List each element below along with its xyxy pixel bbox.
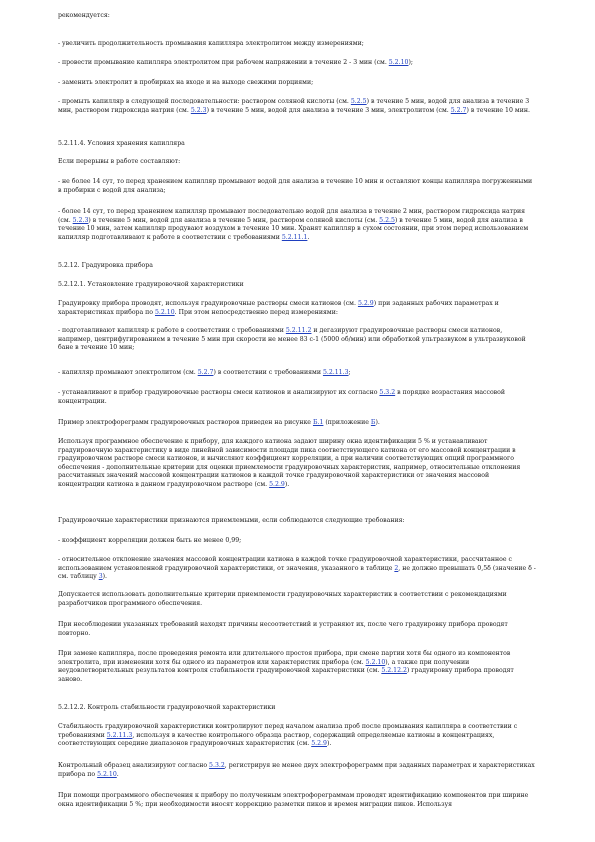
paragraph-text: , используя в качестве контрольного образца раствор, содержащий определяемые катионы в концентрациях, соответствующих середине диапазонов градуировочных характеристик (см. bbox=[58, 731, 495, 748]
paragraph-text: ). bbox=[284, 480, 290, 488]
section-reference-link[interactable]: 5.2.11.3 bbox=[106, 731, 133, 739]
section-reference-link[interactable]: 5.2.5 bbox=[379, 216, 395, 224]
paragraph bbox=[58, 389, 536, 406]
paragraph-text: - провести промывание капилляра электролитом при рабочем напряжении в течение 2 - 3 мин (см. bbox=[58, 59, 389, 66]
paragraph-text: - промыть капилляр в следующей последовательности: раствором соляной кислоты (см. bbox=[58, 98, 351, 105]
paragraph bbox=[58, 537, 536, 546]
paragraph-text: - не более 14 сут, то перед хранением капилляр промывают водой для анализа в течение 10 мин и оставляют концы капилляра погруженными в пробирки с водой для анализа; bbox=[58, 178, 533, 194]
paragraph-text: Используя программное обеспечение к прибору, для каждого катиона задают ширину окна идентификации 5 % и устанавливают градуировочную характеристику в виде линейной зависимости площади пика соответствующего катиона от его массовой концентрации в градуировочном растворе смеси катионов, и вычисляют коэффициент корреляции, а при наличии соответствующих опций программного обеспечения - дополнительные критерии для оценки приемлемости градуировочных характеристик, например, относительные отклонения рассчитанных значений массовой концентрации катионов в каждой точке градуировочной характеристики от значения массовой концентрации катиона в данном градуировочном растворе (см. bbox=[58, 438, 521, 488]
paragraph-text: ) в течение 5 мин, водой для анализа в течение 3 мин, раствором гидроксида натрия (см. bbox=[58, 98, 530, 114]
paragraph-text: ). bbox=[326, 740, 332, 748]
paragraph-text: , не должно превышать 0,5δ (значение δ - см. таблицу bbox=[58, 564, 536, 581]
paragraph-text: ); bbox=[408, 59, 413, 66]
paragraph-text: При замене капилляра, после проведения ремонта или длительного простоя прибора, при смене партии хотя бы одного из компонентов электролита, при изменении хотя бы одного из параметров или характеристик прибора (см. bbox=[58, 650, 511, 666]
section-reference-link[interactable]: 5.2.3 bbox=[190, 106, 207, 114]
paragraph bbox=[58, 792, 536, 809]
section-reference-link[interactable]: Б.1 bbox=[312, 419, 324, 426]
section-reference-link[interactable]: 5.2.10 bbox=[154, 308, 175, 316]
paragraph-text: , регистрируя не менее двух электрофореграмм при заданных параметрах и характеристиках прибора по bbox=[58, 762, 535, 778]
paragraph-text: - заменить электролит в пробирках на входе и на выходе свежими порциями; bbox=[58, 79, 314, 86]
section-reference-link[interactable]: 5.2.7 bbox=[197, 369, 214, 376]
section-reference-link[interactable]: 5.2.10 bbox=[388, 59, 409, 66]
paragraph bbox=[58, 762, 536, 779]
paragraph-text: . bbox=[307, 233, 310, 241]
paragraph-text: 5.2.12.1. Установление градуировочной характеристики bbox=[58, 281, 244, 288]
paragraph bbox=[58, 262, 536, 271]
section-reference-link[interactable]: 5.3.2 bbox=[379, 389, 396, 396]
paragraph bbox=[58, 650, 536, 684]
section-reference-link[interactable]: 5.2.11.2 bbox=[285, 327, 312, 334]
section-reference-link[interactable]: 5.2.11.1 bbox=[281, 233, 308, 241]
section-reference-link[interactable]: 5.2.5 bbox=[350, 98, 367, 105]
paragraph bbox=[58, 98, 536, 115]
paragraph-text: ). bbox=[102, 573, 108, 581]
paragraph-text: Градуировку прибора проводят, используя градуировочные растворы смеси катионов (см. bbox=[58, 300, 358, 307]
paragraph bbox=[58, 369, 536, 378]
paragraph-text: ; bbox=[348, 369, 351, 376]
paragraph bbox=[58, 281, 536, 290]
paragraph bbox=[58, 621, 536, 638]
paragraph-text: 5.2.11.4. Условия хранения капилляра bbox=[58, 140, 185, 147]
paragraph-text: (приложение bbox=[323, 419, 371, 426]
paragraph-text: - устанавливают в прибор градуировочные растворы смеси катионов и анализируют их согласно bbox=[58, 389, 380, 396]
section-reference-link[interactable]: 5.2.9 bbox=[311, 740, 327, 748]
paragraph-text: ) в соответствии с требованиями bbox=[213, 369, 323, 376]
section-reference-link[interactable]: 3 bbox=[98, 573, 103, 581]
paragraph bbox=[58, 517, 536, 526]
section-reference-link[interactable]: 5.3.2 bbox=[209, 762, 225, 769]
paragraph-text: в порядке возрастания массовой концентрации. bbox=[58, 389, 506, 405]
paragraph-text: Контрольный образец анализируют согласно bbox=[58, 762, 210, 769]
paragraph bbox=[58, 140, 536, 149]
paragraph-text: ). bbox=[375, 419, 380, 426]
paragraph bbox=[58, 208, 536, 242]
paragraph-text: - более 14 сут, то перед хранением капилляр промывают последовательно водой для анализа в течение 2 мин, раствором гидроксида натрия (см. bbox=[58, 208, 526, 224]
paragraph-text: Допускается использовать дополнительные критерии приемлемости градуировочных характеристик в соответствии с рекомендациями разработчиков программного обеспечения. bbox=[58, 591, 507, 607]
paragraph-text: Стабильность градуировочной характеристики контролируют перед началом анализа проб после промывания капилляра в соответствии с требованиями bbox=[58, 723, 518, 739]
paragraph-text: При несоблюдении указанных требований находят причины несоответствий и устраняют их, после чего градуировку прибора проводят повторно. bbox=[58, 621, 508, 637]
paragraph-text: . bbox=[116, 770, 119, 778]
section-reference-link[interactable]: Б bbox=[370, 419, 376, 426]
paragraph bbox=[58, 327, 536, 353]
section-reference-link[interactable]: 2 bbox=[394, 564, 399, 572]
paragraph bbox=[58, 300, 536, 317]
section-reference-link[interactable]: 5.2.3 bbox=[72, 216, 89, 224]
paragraph-text: ) в течение 5 мин, водой для анализа в течение 10 мин, затем капилляр продувают воздухом в течение 10 мин. Хранят капилляр в сухом состоянии, при этом перед использованием капилляр подготавливают к работе в соответствии с требованиями bbox=[58, 216, 529, 241]
paragraph-text: . При этом непосредственно перед измерениями: bbox=[174, 308, 338, 316]
paragraph bbox=[58, 704, 536, 713]
paragraph-text: Если перерывы в работе составляют: bbox=[58, 158, 181, 165]
paragraph-text: - относительное отклонение значения массовой концентрации катиона в каждой точке градуировочной характеристики, рассчитанное с использованием установленной градуировочной характеристики, от значения, указанного в таблице bbox=[58, 556, 512, 572]
paragraph-text: и дегазируют градуировочные растворы смеси катионов, например, центрифугированием в течение 5 мин при скорости не менее 83 с-1 (5000 об/мин) или обработкой ультразвуком в ультразвуковой бане в течение 10 мин; bbox=[58, 327, 526, 352]
section-reference-link[interactable]: 5.2.10 bbox=[97, 770, 117, 778]
paragraph bbox=[58, 556, 536, 582]
paragraph bbox=[58, 178, 536, 195]
paragraph bbox=[58, 438, 536, 490]
paragraph-text: - коэффициент корреляции должен быть не менее 0,99; bbox=[58, 537, 242, 544]
paragraph-text: ) градуировку прибора проводят заново. bbox=[58, 667, 514, 683]
paragraph-text: - увеличить продолжительность промывания капилляра электролитом между измерениями; bbox=[58, 40, 364, 47]
paragraph bbox=[58, 419, 536, 428]
paragraph bbox=[58, 12, 536, 21]
paragraph-text: При помощи программного обеспечения к прибору по полученным электрофореграммам проводят идентификацию компонентов при ширине окна идентификации 5 %; при необходимости вносят коррекцию разметки пиков и времен миграции пиков. Используя bbox=[58, 792, 529, 808]
paragraph bbox=[58, 40, 536, 49]
paragraph-text: 5.2.12. Градуировка прибора bbox=[58, 262, 153, 269]
paragraph bbox=[58, 591, 536, 608]
section-reference-link[interactable]: 5.2.9 bbox=[269, 480, 285, 488]
paragraph-text: Градуировочные характеристики признаются приемлемыми, если соблюдаются следующие требования: bbox=[58, 517, 405, 524]
paragraph-text: ) в течение 5 мин, водой для анализа в течение 5 мин, раствором соляной кислоты (см. bbox=[88, 216, 380, 224]
section-reference-link[interactable]: 5.2.9 bbox=[357, 300, 374, 307]
section-reference-link[interactable]: 5.2.11.3 bbox=[322, 369, 349, 376]
section-reference-link[interactable]: 5.2.12.2 bbox=[381, 667, 407, 675]
paragraph-text: 5.2.12.2. Контроль стабильности градуировочной характеристики bbox=[58, 704, 276, 711]
paragraph-text: рекомендуется: bbox=[58, 12, 110, 19]
section-reference-link[interactable]: 5.2.10 bbox=[365, 658, 386, 666]
paragraph bbox=[58, 158, 536, 167]
paragraph-text: - подготавливают капилляр к работе в соответствии с требованиями bbox=[58, 327, 286, 334]
paragraph-text: ) при заданных рабочих параметрах и характеристиках прибора по bbox=[58, 300, 499, 316]
paragraph bbox=[58, 59, 536, 68]
paragraph bbox=[58, 79, 536, 88]
paragraph-text: Пример электрофореграмм градуировочных растворов приведен на рисунке bbox=[58, 419, 313, 426]
paragraph-text: ) в течение 5 мин, водой для анализа в течение 3 мин, электролитом (см. bbox=[206, 106, 451, 114]
section-reference-link[interactable]: 5.2.7 bbox=[450, 106, 467, 114]
paragraph-text: - капилляр промывают электролитом (см. bbox=[58, 369, 198, 376]
paragraph bbox=[58, 723, 536, 749]
paragraph-text: ) в течение 10 мин. bbox=[466, 106, 530, 114]
paragraph-text: ), а также при получении неудовлетворительных результатов контроля стабильности градуировочной характеристики (см. bbox=[58, 658, 470, 675]
